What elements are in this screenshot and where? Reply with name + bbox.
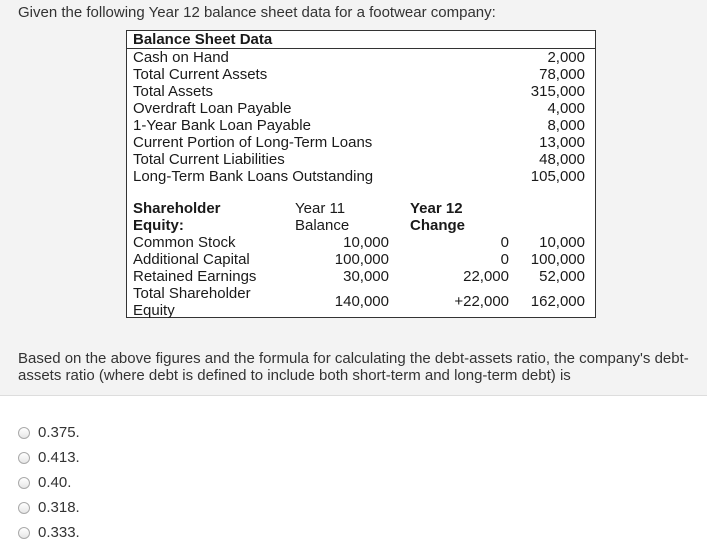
equity-heading-line1: Shareholder bbox=[133, 200, 221, 217]
option-2[interactable] bbox=[18, 445, 80, 470]
equity-total-y12: 162,000 bbox=[530, 293, 585, 310]
equity-heading-line2: Equity: bbox=[133, 217, 184, 234]
row-label-bank-loan: 1-Year Bank Loan Payable bbox=[133, 117, 311, 134]
equity-chg-retained-earnings: 22,000 bbox=[463, 268, 509, 285]
option-label: 0.413. bbox=[38, 449, 80, 466]
balance-sheet-title: Balance Sheet Data bbox=[133, 31, 273, 48]
radio-button[interactable] bbox=[18, 502, 30, 514]
radio-button[interactable] bbox=[18, 477, 30, 489]
col-year12-line1: Year 12 bbox=[410, 200, 463, 217]
row-value-current-liabilities: 48,000 bbox=[539, 151, 585, 168]
option-1[interactable] bbox=[18, 420, 80, 445]
row-value-current-assets: 78,000 bbox=[539, 66, 585, 83]
col-year12-line2: Change bbox=[410, 217, 466, 234]
equity-chg-common-stock: 0 bbox=[500, 234, 509, 251]
radio-button[interactable] bbox=[18, 427, 30, 439]
option-5[interactable] bbox=[18, 520, 80, 545]
row-value-overdraft: 4,000 bbox=[547, 100, 585, 117]
row-label-current-assets: Total Current Assets bbox=[133, 66, 268, 83]
equity-y12-retained-earnings: 52,000 bbox=[539, 268, 585, 285]
equity-y11-common-stock: 10,000 bbox=[343, 234, 389, 251]
row-label-cash: Cash on Hand bbox=[133, 49, 229, 66]
row-label-overdraft: Overdraft Loan Payable bbox=[133, 100, 292, 117]
equity-label-retained-earnings: Retained Earnings bbox=[133, 268, 257, 285]
row-value-total-assets: 315,000 bbox=[530, 83, 585, 100]
radio-button[interactable] bbox=[18, 452, 30, 464]
row-value-cash: 2,000 bbox=[547, 49, 585, 66]
row-label-total-assets: Total Assets bbox=[133, 83, 214, 100]
equity-label-common-stock: Common Stock bbox=[133, 234, 236, 251]
col-year11-line1: Year 11 bbox=[295, 200, 346, 217]
row-value-current-portion: 13,000 bbox=[539, 134, 585, 151]
equity-chg-additional-capital: 0 bbox=[500, 251, 509, 268]
row-label-current-liabilities: Total Current Liabilities bbox=[133, 151, 285, 168]
equity-total-label-line1: Total Shareholder bbox=[133, 285, 251, 302]
equity-total-label-line2: Equity bbox=[133, 302, 175, 319]
option-label: 0.333. bbox=[38, 524, 80, 541]
row-label-long-term-loans: Long-Term Bank Loans Outstanding bbox=[133, 168, 374, 185]
radio-button[interactable] bbox=[18, 527, 30, 539]
equity-y11-retained-earnings: 30,000 bbox=[343, 268, 389, 285]
row-value-bank-loan: 8,000 bbox=[547, 117, 585, 134]
question-intro: Given the following Year 12 balance sheet data for a footwear company: bbox=[18, 4, 496, 21]
equity-y12-additional-capital: 100,000 bbox=[530, 251, 585, 268]
question-prompt: Based on the above figures and the formula for calculating the debt-assets ratio, the company's debt-assets ratio (where debt is defined to include both short-term and long-term debt) is bbox=[18, 350, 689, 384]
equity-label-additional-capital: Additional Capital bbox=[133, 251, 250, 268]
option-label: 0.375. bbox=[38, 424, 80, 441]
col-year11-line2: Balance bbox=[295, 217, 350, 234]
option-4[interactable] bbox=[18, 495, 80, 520]
balance-sheet-table bbox=[126, 30, 596, 318]
equity-total-chg: +22,000 bbox=[454, 293, 509, 310]
answer-options bbox=[18, 420, 80, 545]
equity-y12-common-stock: 10,000 bbox=[539, 234, 585, 251]
option-label: 0.40. bbox=[38, 474, 72, 491]
equity-total-y11: 140,000 bbox=[334, 293, 389, 310]
option-label: 0.318. bbox=[38, 499, 80, 516]
option-3[interactable] bbox=[18, 470, 80, 495]
row-label-current-portion: Current Portion of Long-Term Loans bbox=[133, 134, 373, 151]
row-value-long-term-loans: 105,000 bbox=[530, 168, 585, 185]
equity-y11-additional-capital: 100,000 bbox=[334, 251, 389, 268]
